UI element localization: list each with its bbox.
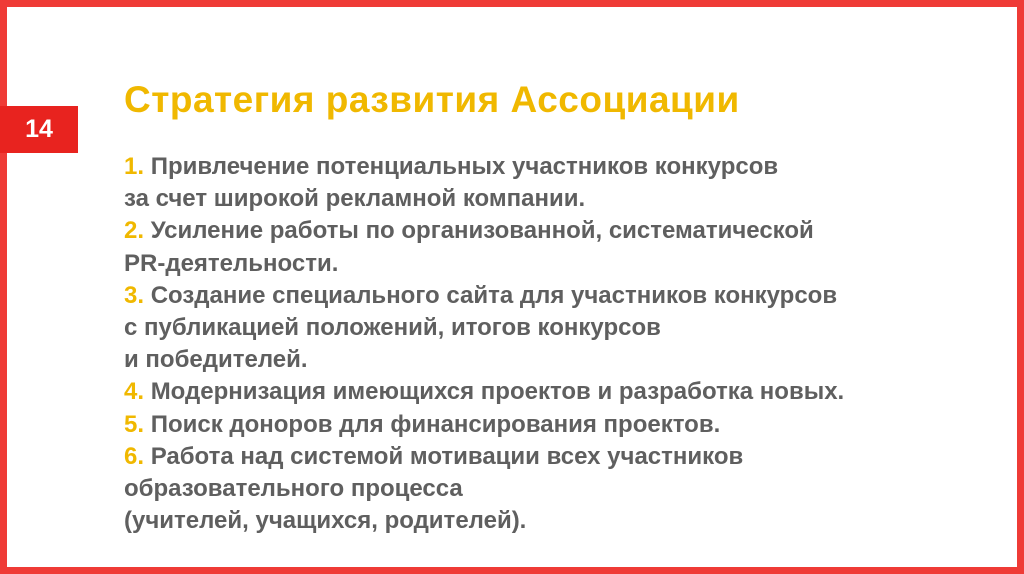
list-item-line: и победителей.	[124, 346, 308, 374]
list-item-text: Усиление работы по организованной, систематической	[150, 217, 814, 245]
list-item	[124, 376, 984, 408]
list-item-line	[124, 280, 984, 312]
list-item-number: 6.	[124, 442, 145, 470]
list-item-line	[124, 151, 984, 183]
list-item-number: 1.	[124, 153, 145, 180]
list-item	[124, 151, 984, 215]
list-item	[124, 215, 984, 279]
list-item-text: Работа над системой мотивации всех участников	[150, 442, 744, 470]
list-item-text: Модернизация имеющихся проектов и разработка новых.	[150, 378, 845, 406]
list-item-number: 2.	[124, 217, 145, 245]
list-item-line: образовательного процесса	[124, 475, 463, 503]
list-item-line: с публикацией положений, итогов конкурсов	[124, 314, 661, 342]
list-item-line: (учителей, учащихся, родителей).	[124, 507, 527, 535]
list-item	[124, 409, 984, 441]
strategy-list	[124, 151, 984, 537]
list-item-line: PR-деятельности.	[124, 249, 339, 277]
list-item	[124, 441, 984, 538]
list-item-line	[124, 409, 984, 441]
list-item-line	[124, 441, 984, 473]
list-item	[124, 280, 984, 377]
list-item-line	[124, 215, 984, 247]
slide-title: Стратегия развития Ассоциации	[124, 79, 740, 120]
list-item-line: за счет широкой рекламной компании.	[124, 185, 586, 213]
list-item-text: Поиск доноров для финансирования проектов.	[150, 410, 721, 438]
list-item-text: Привлечение потенциальных участников конкурсов	[150, 153, 779, 180]
list-item-number: 4.	[124, 378, 145, 406]
list-item-number: 5.	[124, 410, 145, 438]
list-item-line	[124, 376, 984, 408]
slide-number-badge: 14	[0, 106, 78, 153]
list-item-text: Создание специального сайта для участников конкурсов	[150, 281, 838, 309]
list-item-number: 3.	[124, 281, 145, 309]
